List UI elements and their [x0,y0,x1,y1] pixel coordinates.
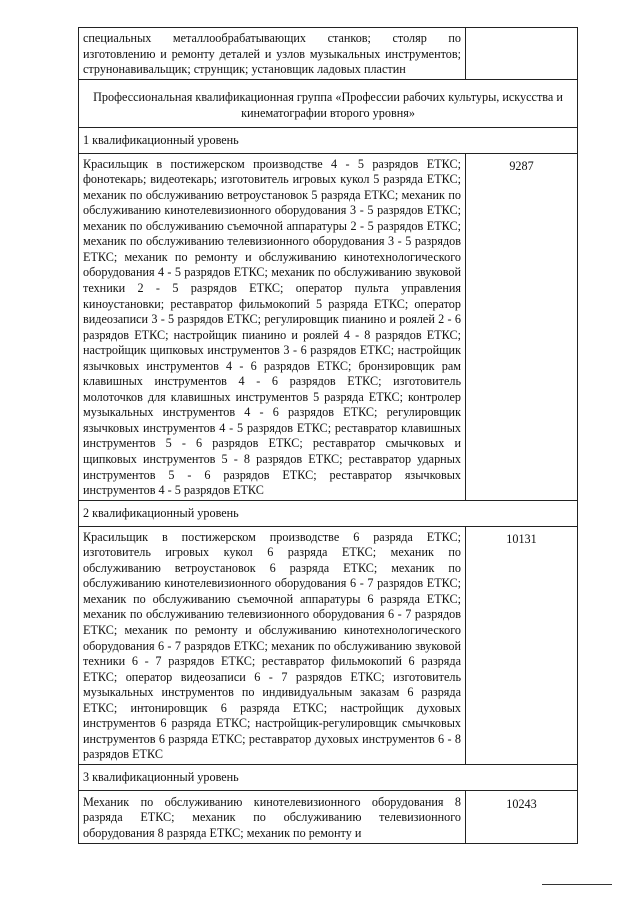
table-row-level-1 [79,153,578,500]
level-1-salary: 9287 [509,158,534,173]
level-3-salary: 10243 [506,796,537,811]
table-row-level-2 [79,526,578,764]
salary-cell [466,526,578,764]
level-3-description: Механик по обслуживанию кинотелевизионного оборудования 8 разряда ЕТКС; механик по обслуживанию телевизионного оборудования 8 разряда ЕТКС; механик по ремонту и [83,794,461,840]
description-cell [79,153,466,500]
table-row-level-2-title [79,500,578,526]
group-header-cell [79,79,578,127]
salary-cell-empty [466,28,578,80]
level-2-title: 2 квалификационный уровень [83,505,239,520]
table-row-level-3 [79,790,578,843]
group-header-text: Профессиональная квалификационная группа «Профессии рабочих культуры, искусства и кинематографии второго уровня» [93,89,563,120]
level-2-description: Красильщик в постижерском производстве 6 разряда ЕТКС; изготовитель игровых кукол 6 разряда ЕТКС; механик по обслуживанию ветроустановок 6 разряда ЕТКС; механик по обслуживанию кинотелевизионного оборудования 6 - 7 разрядов ЕТКС; механик по обслуживанию съемочной аппаратуры 6 разряда ЕТКС; механик по обслуживанию телевизионного оборудования 6 - 7 разрядов ЕТКС; механик по ремонту и обслуживанию кинотехнологического оборудования 6 - 7 разрядов ЕТКС; механик по обслуживанию звуковой техники 6 - 7 разрядов ЕТКС; реставратор фильмокопий 6 разряда ЕТКС; оператор видеозаписи 6 - 7 разрядов ЕТКС; изготовитель музыкальных инструментов по индивидуальным заказам 6 разряда ЕТКС; интонировщик 6 разряда ЕТКС; настройщик духовых инструментов 6 разряда ЕТКС; настройщик-регулировщик смычковых инструментов 6 разряда ЕТКС; реставратор духовых инструментов 6 - 8 разрядов ЕТКС [83,529,461,762]
table-row-level-1-title [79,127,578,153]
level-title-cell [79,500,578,526]
page-footer-line [542,884,612,885]
level-title-cell [79,764,578,790]
level-1-title: 1 квалификационный уровень [83,132,239,147]
salary-cell [466,790,578,843]
level-3-title: 3 квалификационный уровень [83,769,239,784]
description-cell [79,790,466,843]
description-cell [79,526,466,764]
salary-cell [466,153,578,500]
table-row-group-header [79,79,578,127]
level-1-description: Красильщик в постижерском производстве 4 - 5 разрядов ЕТКС; фонотекарь; видеотекарь; изготовитель игровых кукол 5 разряда ЕТКС; механик по обслуживанию ветроустановок 5 разряда ЕТКС; механик по обслуживанию кинотелевизионного оборудования 3 - 5 разрядов ЕТКС; механик по обслуживанию съемочной аппаратуры 2 - 5 разрядов ЕТКС; механик по обслуживанию телевизионного оборудования 3 - 5 разрядов ЕТКС; механик по ремонту и обслуживанию кинотехнологического оборудования 4 - 5 разрядов ЕТКС; механик по обслуживанию звуковой техники 2 - 5 разрядов ЕТКС; оператор пульта управления киноустановки; реставратор фильмокопий 5 разряда ЕТКС; оператор видеозаписи 3 - 5 разрядов ЕТКС; регулировщик пианино и роялей 2 - 6 разрядов ЕТКС; настройщик пианино и роялей 4 - 8 разрядов ЕТКС; настройщик щипковых инструментов 3 - 6 разрядов ЕТКС; настройщик язычковых инструментов 4 - 6 разрядов ЕТКС; бронзировщик рам клавишных инструментов 4 - 6 разрядов ЕТКС; изготовитель молоточков для клавишных инструментов 5 разряда ЕТКС; контролер музыкальных инструментов 4 - 6 разрядов ЕТКС; регулировщик язычковых инструментов 4 - 5 разрядов ЕТКС; реставратор клавишных инструментов 5 - 6 разрядов ЕТКС; реставратор смычковых и щипковых инструментов 5 - 8 разрядов ЕТКС; реставратор ударных инструментов 5 - 6 разрядов ЕТКС; реставратор язычковых инструментов 4 - 5 разрядов ЕТКС [83,156,461,498]
table-row-intro [79,28,578,80]
pay-scale-table [78,27,578,844]
table-row-level-3-title [79,764,578,790]
intro-text: специальных металлообрабатывающих станков; столяр по изготовлению и ремонту деталей и узлов музыкальных инструментов; струнонавивальщик; струнщик; установщик ладовых пластин [83,31,461,77]
description-cell [79,28,466,80]
level-2-salary: 10131 [506,531,537,546]
level-title-cell [79,127,578,153]
